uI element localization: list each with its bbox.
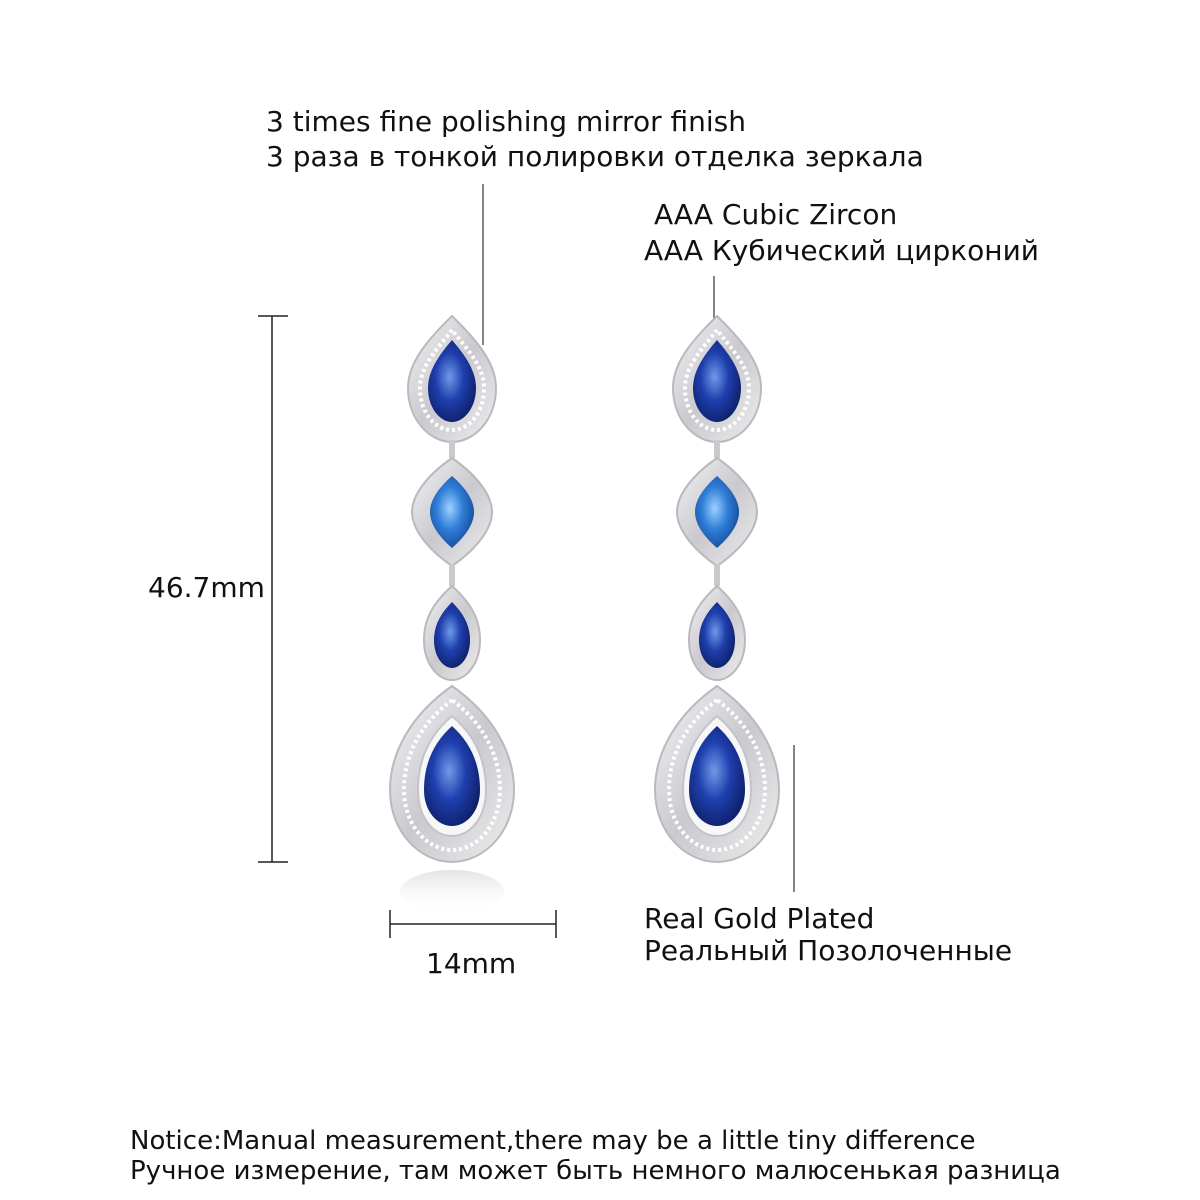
left-earring [390,316,514,914]
right-earring [655,316,779,862]
plating-callout-en: Real Gold Plated [644,902,875,935]
polish-callout-ru: 3 раза в тонкой полировки отделка зеркала [266,140,924,173]
width-dimension-marker [390,910,556,938]
zircon-callout-en: AAA Cubic Zircon [654,198,898,231]
notice-ru: Ручное измерение, там может быть немного малюсенькая разница [130,1156,1061,1186]
plating-callout-ru: Реальный Позолоченные [644,934,1013,967]
zircon-callout-ru: AAA Кубический цирконий [644,234,1039,267]
polish-callout-en: 3 times fine polishing mirror finish [266,105,746,138]
width-dimension-label: 14mm [426,947,517,980]
notice-en: Notice:Manual measurement,there may be a little tiny difference [130,1126,976,1156]
height-dimension-label: 46.7mm [148,571,265,604]
